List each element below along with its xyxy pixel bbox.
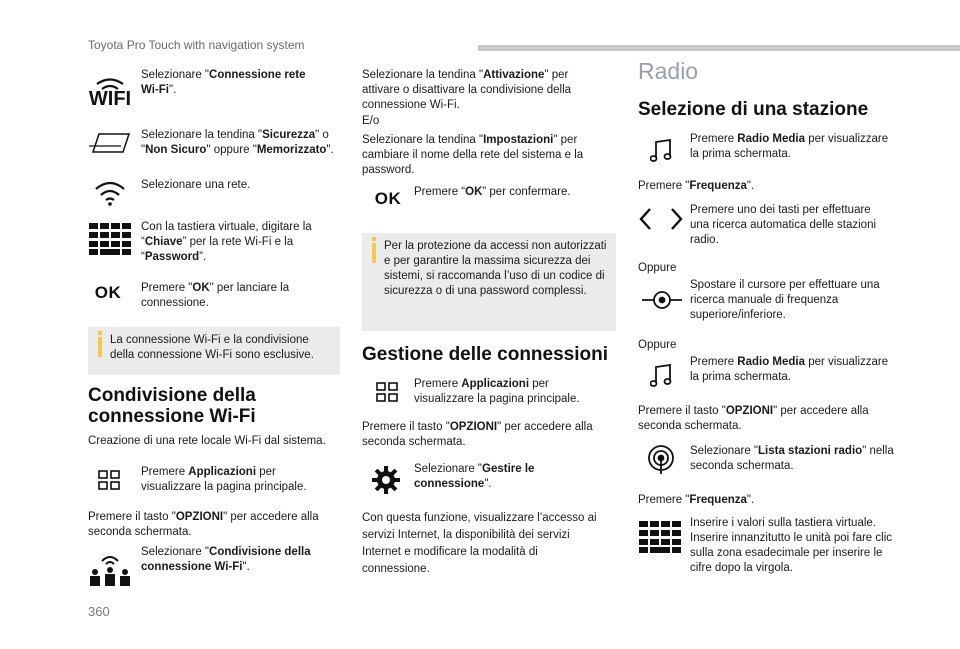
security-tab-icon: [86, 130, 132, 156]
oppure-label: Oppure: [638, 262, 677, 274]
step-ok-confermare: Premere “OK” per confermare.: [414, 186, 571, 198]
step-ok: Premere "OK" per lanciare la connessione.: [141, 282, 290, 309]
music-note-icon: [648, 362, 674, 390]
step-frequenza: Premere "Frequenza".: [638, 180, 755, 192]
page-number: 360: [88, 604, 110, 619]
info-text: Per la protezione da accessi non autorizzati e per garantire la massima sicurezza dei sistemi, si raccomanda l’uso di un codice di sicurezza o di una password complessi.: [384, 240, 607, 297]
step-chiave-password: Con la tastiera virtuale, digitare la “Chiave” per la rete Wi-Fi e la “Password”.: [141, 221, 312, 263]
info-box: [362, 233, 616, 331]
ok-icon: OK: [94, 282, 122, 302]
keyboard-icon: [638, 520, 682, 554]
tuner-slider-icon: [642, 288, 682, 312]
apps-icon: [96, 468, 122, 492]
step-rete: Selezionare una rete.: [141, 179, 251, 191]
step-radio-media-2: Premere Radio Media per visualizzare la prima schermata.: [690, 356, 889, 383]
keyboard-icon: [88, 222, 132, 256]
step-tastiera: Inserire i valori sulla tastiera virtuale. Inserire innanzitutto le unità poi fare clic sulla zona esadecimale per inserire le cifre dopo la virgola.: [690, 517, 892, 574]
intro-text: Creazione di una rete locale Wi-Fi dal sistema.: [88, 435, 326, 447]
wifi-signal-icon: [92, 178, 128, 208]
section-title-condivisione: Condivisione della connessione Wi-Fi: [88, 385, 256, 427]
hotspot-icon: [86, 552, 134, 588]
step-opzioni-2: Premere il tasto "OPZIONI" per accedere alla seconda schermata.: [362, 421, 593, 448]
wifi-icon: WIFI: [88, 70, 132, 114]
step-lista-stazioni: Selezionare "Lista stazioni radio" nella seconda schermata.: [690, 445, 894, 472]
apps-icon: [374, 380, 400, 404]
oppure-label: Oppure: [638, 339, 677, 351]
step-sicurezza: Selezionare la tendina "Sicurezza" o "Non Sicuro" oppure "Memorizzato".: [141, 129, 334, 156]
info-icon: [98, 331, 102, 335]
running-header: Toyota Pro Touch with navigation system: [88, 38, 305, 52]
step-opzioni-3: Premere il tasto "OPZIONI" per accedere alla seconda schermata.: [638, 405, 869, 432]
step-applicazioni: Premere Applicazioni per visualizzare la pagina principale.: [141, 466, 307, 493]
gear-icon: [370, 464, 402, 496]
radio-station-icon: [646, 445, 676, 475]
info-box: [88, 327, 340, 375]
music-note-icon: [648, 137, 674, 165]
para-funzione: Con questa funzione, visualizzare l’accesso ai servizi Internet, la disponibilità dei servizi Internet e modificare la modalità di connessione.: [362, 512, 597, 575]
seek-arrows-icon: [636, 206, 686, 232]
para-impostazioni: Selezionare la tendina "Impostazioni" per cambiare il nome della rete del sistema e la password.: [362, 134, 584, 176]
info-icon: [372, 237, 376, 241]
step-opzioni: Premere il tasto "OPZIONI" per accedere alla seconda schermata.: [88, 511, 319, 538]
step-ricerca-manuale: Spostare il cursore per effettuare una ricerca manuale di frequenza superiore/inferiore.: [690, 279, 880, 321]
section-title-radio: Radio: [638, 58, 699, 84]
ok-icon: OK: [374, 188, 402, 208]
step-connessione-rete: Selezionare "Connessione rete Wi-Fi".: [141, 69, 306, 96]
step-radio-media: Premere Radio Media per visualizzare la prima schermata.: [690, 133, 889, 160]
section-title-gestione: Gestione delle connessioni: [362, 344, 609, 365]
step-applicazioni-2: Premere Applicazioni per visualizzare la pagina principale.: [414, 378, 580, 405]
header-rule: [478, 45, 960, 51]
step-ricerca-auto: Premere uno dei tasti per effettuare una ricerca automatica delle stazioni radio.: [690, 204, 877, 246]
step-gestire: Selezionare "Gestire le connessione".: [414, 463, 535, 490]
section-title-selezione: Selezione di una stazione: [638, 99, 869, 120]
para-eo: E/o: [362, 115, 380, 127]
para-attivazione: Selezionare la tendina "Attivazione" per attivare o disattivare la condivisione della connessione Wi-Fi.: [362, 69, 572, 111]
info-text: La connessione Wi-Fi e la condivisione della connessione Wi-Fi sono esclusive.: [110, 334, 314, 361]
step-frequenza-2: Premere "Frequenza".: [638, 494, 755, 506]
step-condivisione: Selezionare "Condivisione della connessione Wi-Fi".: [141, 546, 311, 573]
